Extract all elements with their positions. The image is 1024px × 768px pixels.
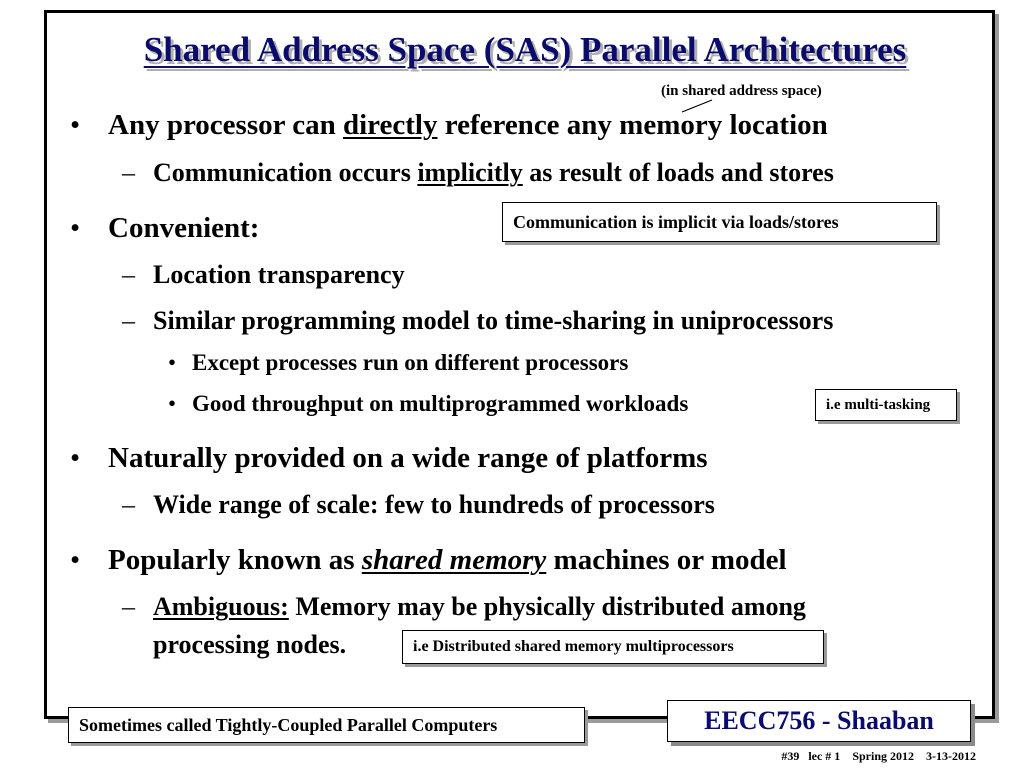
- bullet-marker: •: [70, 442, 81, 474]
- bullet-marker: •: [168, 350, 177, 375]
- slide-title: Shared Address Space (SAS) Parallel Architectures: [143, 30, 907, 69]
- bullet-marker: •: [168, 391, 177, 416]
- bullet-platforms: Naturally provided on a wide range of platforms: [108, 442, 708, 474]
- callout-distributed-shared-memory: i.e Distributed shared memory multiprocessors: [402, 630, 824, 664]
- dash-marker: –: [122, 592, 135, 621]
- annotation-shared-address-space: (in shared address space): [661, 83, 822, 99]
- sub-bullet-ambiguous-line2: processing nodes.: [153, 630, 347, 659]
- term: Spring 2012: [852, 749, 914, 763]
- callout-multitasking: i.e multi-tasking: [815, 389, 957, 421]
- sub-sub-bullet-processes: Except processes run on different processors: [192, 350, 629, 375]
- slide-number: #39: [781, 749, 800, 763]
- bullet-marker: •: [70, 212, 81, 244]
- dash-marker: –: [122, 260, 135, 289]
- callout-tightly-coupled: Sometimes called Tightly-Coupled Parallel Computers: [68, 707, 585, 743]
- sub-bullet-implicit-communication: Communication occurs implicitly as result of loads and stores: [153, 158, 834, 187]
- sub-sub-bullet-throughput: Good throughput on multiprogrammed workloads: [192, 391, 689, 416]
- dash-marker: –: [122, 306, 135, 335]
- sub-bullet-programming-model: Similar programming model to time-sharing in uniprocessors: [153, 306, 834, 335]
- bullet-shared-memory: Popularly known as shared memory machines or model: [108, 544, 787, 576]
- slide-footer: [781, 749, 976, 764]
- date: 3-13-2012: [926, 749, 976, 763]
- dash-marker: –: [122, 490, 135, 519]
- bullet-direct-reference: Any processor can directly reference any memory location: [108, 109, 828, 141]
- dash-marker: –: [122, 158, 135, 187]
- bullet-marker: •: [70, 544, 81, 576]
- bullet-marker: •: [70, 109, 81, 141]
- callout-implicit-communication: Communication is implicit via loads/stores: [502, 202, 937, 242]
- lecture-number: lec # 1: [808, 749, 841, 763]
- sub-bullet-location-transparency: Location transparency: [153, 260, 405, 289]
- sub-bullet-ambiguous: Ambiguous: Memory may be physically distributed among: [153, 592, 806, 621]
- course-badge: EECC756 - Shaaban: [667, 700, 971, 742]
- bullet-convenient: Convenient:: [108, 212, 260, 244]
- sub-bullet-scale: Wide range of scale: few to hundreds of processors: [153, 490, 715, 519]
